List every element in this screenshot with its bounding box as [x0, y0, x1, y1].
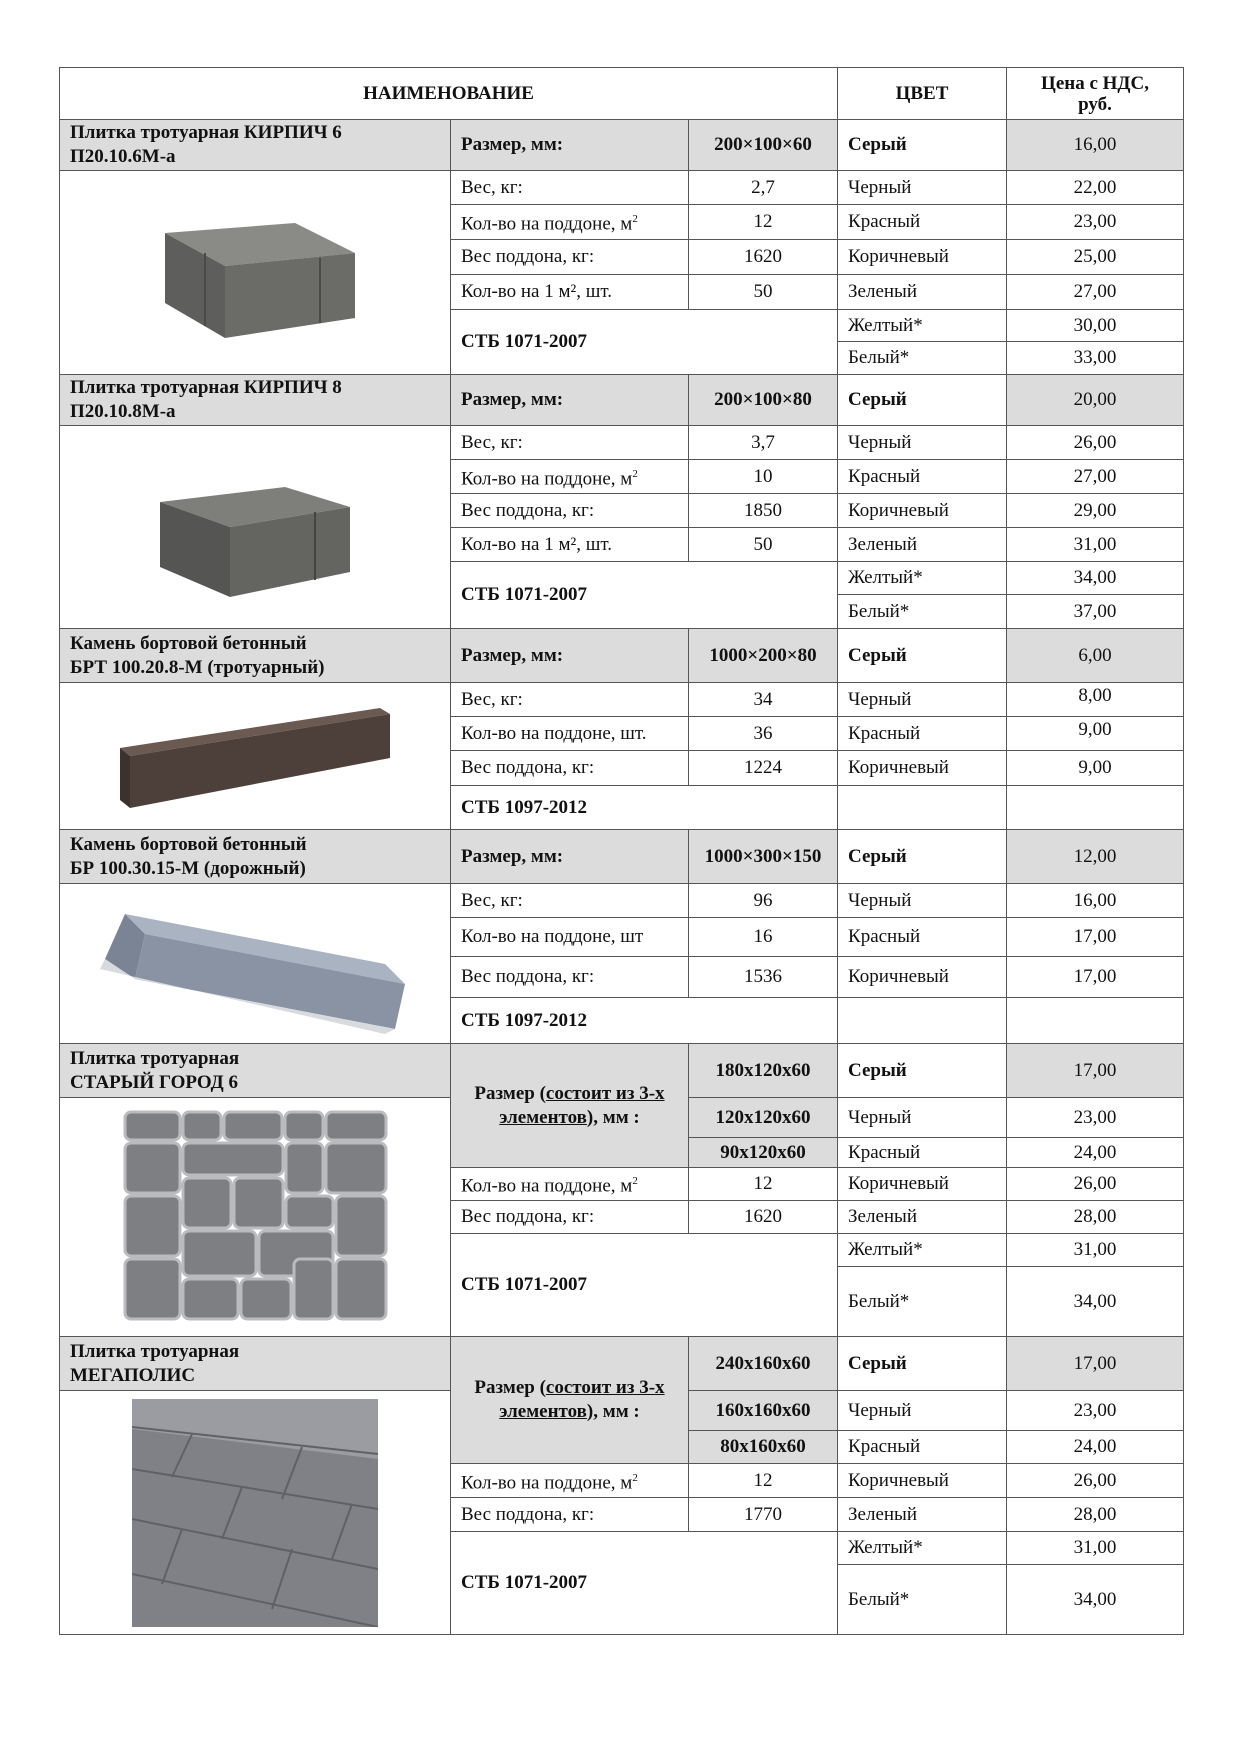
price: 37,00: [1007, 595, 1184, 629]
spec-label: Кол-во на поддоне, $м^2$: [451, 205, 689, 240]
color: Красный: [838, 1431, 1007, 1464]
product-3-title: Камень бортовой бетонный БРТ 100.20.8-М (тротуарный): [60, 629, 451, 683]
color: Коричневый: [838, 1464, 1007, 1498]
price: 8,00: [1007, 683, 1184, 717]
color: Зеленый: [838, 1201, 1007, 1234]
price: 34,00: [1007, 1565, 1184, 1635]
price: 34,00: [1007, 1267, 1184, 1337]
megapolis-paving-image: [60, 1391, 451, 1635]
spec-label: Вес, кг:: [451, 884, 689, 918]
standard-label: СТБ 1071-2007: [451, 310, 838, 375]
spec-value: 3,7: [689, 426, 838, 460]
spec-value: 36: [689, 717, 838, 751]
price: 20,00: [1007, 375, 1184, 426]
header-row: [60, 68, 1184, 120]
standard-label: СТБ 1071-2007: [451, 1532, 838, 1635]
spec-label: Вес поддона, кг:: [451, 1498, 689, 1532]
old-town-paving-icon: [120, 1107, 390, 1327]
price: 23,00: [1007, 1098, 1184, 1138]
product-5-title: Плитка тротуарная СТАРЫЙ ГОРОД 6: [60, 1044, 451, 1098]
price: 6,00: [1007, 629, 1184, 683]
road-curb-image: [60, 884, 451, 1044]
spec-label: Вес поддона, кг:: [451, 1201, 689, 1234]
paving-brick-icon: [145, 452, 365, 602]
size-value: 1000×300×150: [689, 830, 838, 884]
spec-value: 50: [689, 528, 838, 562]
standard-label: СТБ 1071-2007: [451, 1234, 838, 1337]
spec-value: 1620: [689, 240, 838, 275]
spec-value: 1850: [689, 494, 838, 528]
spec-value: 10: [689, 460, 838, 494]
color: Белый*: [838, 1267, 1007, 1337]
price: 17,00: [1007, 1337, 1184, 1391]
size-value: 180х120х60: [689, 1044, 838, 1098]
spec-value: 12: [689, 1168, 838, 1201]
spec-label: Кол-во на поддоне, $м^2$: [451, 1464, 689, 1498]
spec-label: Кол-во на 1 м², шт.: [451, 275, 689, 310]
empty-cell: [1007, 786, 1184, 830]
price: 27,00: [1007, 460, 1184, 494]
price: 26,00: [1007, 426, 1184, 460]
spec-row: [60, 683, 1184, 717]
price: 9,00: [1007, 717, 1184, 751]
header-name: НАИМЕНОВАНИЕ: [60, 68, 838, 120]
color: Серый: [838, 120, 1007, 171]
old-town-paving-image: [60, 1098, 451, 1337]
price: 31,00: [1007, 1234, 1184, 1267]
paving-brick-image: [60, 426, 451, 629]
composite-size-label: Размер (состоит из 3-х элементов), мм :: [451, 1337, 689, 1464]
empty-cell: [1007, 998, 1184, 1044]
product-6-size-row: [60, 1337, 1184, 1391]
color: Черный: [838, 426, 1007, 460]
spec-label: Вес поддона, кг:: [451, 240, 689, 275]
spec-label: Вес, кг:: [451, 171, 689, 205]
product-2-size-row: [60, 375, 1184, 426]
price: 26,00: [1007, 1464, 1184, 1498]
size-value: 200×100×60: [689, 120, 838, 171]
price: 25,00: [1007, 240, 1184, 275]
color: Зеленый: [838, 275, 1007, 310]
color: Черный: [838, 1391, 1007, 1431]
price: 17,00: [1007, 1044, 1184, 1098]
spec-value: 12: [689, 205, 838, 240]
color: Коричневый: [838, 494, 1007, 528]
size-value: 200×100×80: [689, 375, 838, 426]
product-6-title: Плитка тротуарная МЕГАПОЛИС: [60, 1337, 451, 1391]
spec-label: Кол-во на поддоне, шт.: [451, 717, 689, 751]
size-value: 160х160х60: [689, 1391, 838, 1431]
price: 31,00: [1007, 1532, 1184, 1565]
price: 28,00: [1007, 1498, 1184, 1532]
color: Серый: [838, 1044, 1007, 1098]
color: Желтый*: [838, 562, 1007, 595]
color: Красный: [838, 717, 1007, 751]
spec-label: Вес, кг:: [451, 683, 689, 717]
standard-label: СТБ 1097-2012: [451, 998, 838, 1044]
color: Черный: [838, 884, 1007, 918]
color: Красный: [838, 460, 1007, 494]
spec-label: Вес поддона, кг:: [451, 751, 689, 786]
composite-size-label: Размер (состоит из 3-х элементов), мм :: [451, 1044, 689, 1168]
product-5-size-row: [60, 1044, 1184, 1098]
price: 28,00: [1007, 1201, 1184, 1234]
price: 17,00: [1007, 918, 1184, 957]
color: Черный: [838, 1098, 1007, 1138]
color: Коричневый: [838, 751, 1007, 786]
color: Серый: [838, 629, 1007, 683]
spec-row: [60, 171, 1184, 205]
size-value: 240х160х60: [689, 1337, 838, 1391]
price: 31,00: [1007, 528, 1184, 562]
price: 24,00: [1007, 1138, 1184, 1168]
price: 33,00: [1007, 342, 1184, 375]
color: Серый: [838, 1337, 1007, 1391]
header-price: Цена с НДС, руб.: [1007, 68, 1184, 120]
price: 29,00: [1007, 494, 1184, 528]
standard-label: СТБ 1097-2012: [451, 786, 838, 830]
spec-label: Вес поддона, кг:: [451, 957, 689, 998]
price: 22,00: [1007, 171, 1184, 205]
price: 23,00: [1007, 1391, 1184, 1431]
spec-label: Вес, кг:: [451, 426, 689, 460]
product-1-size-row: [60, 120, 1184, 171]
color: Красный: [838, 1138, 1007, 1168]
color: Серый: [838, 830, 1007, 884]
color: Красный: [838, 205, 1007, 240]
road-curb-icon: [85, 889, 425, 1039]
spec-value: 2,7: [689, 171, 838, 205]
price: 12,00: [1007, 830, 1184, 884]
price: 30,00: [1007, 310, 1184, 342]
price: 17,00: [1007, 957, 1184, 998]
megapolis-paving-icon: [132, 1399, 378, 1627]
spec-label: Кол-во на поддоне, шт: [451, 918, 689, 957]
size-label: Размер, мм:: [451, 120, 689, 171]
price: 23,00: [1007, 205, 1184, 240]
color: Черный: [838, 683, 1007, 717]
spec-value: 16: [689, 918, 838, 957]
color: Коричневый: [838, 1168, 1007, 1201]
price: 27,00: [1007, 275, 1184, 310]
color: Коричневый: [838, 957, 1007, 998]
spec-value: 96: [689, 884, 838, 918]
price: 26,00: [1007, 1168, 1184, 1201]
color: Зеленый: [838, 528, 1007, 562]
size-value: 80х160х60: [689, 1431, 838, 1464]
product-3-size-row: [60, 629, 1184, 683]
size-value: 90х120х60: [689, 1138, 838, 1168]
spec-row: [60, 884, 1184, 918]
price: 24,00: [1007, 1431, 1184, 1464]
spec-value: 1770: [689, 1498, 838, 1532]
price-table: [59, 67, 1184, 1635]
color: Желтый*: [838, 310, 1007, 342]
spec-value: 12: [689, 1464, 838, 1498]
color: Белый*: [838, 342, 1007, 375]
color: Желтый*: [838, 1532, 1007, 1565]
price: 16,00: [1007, 120, 1184, 171]
product-1-title: Плитка тротуарная КИРПИЧ 6 П20.10.6М-а: [60, 120, 451, 171]
paving-brick-image: [60, 171, 451, 375]
header-color: ЦВЕТ: [838, 68, 1007, 120]
spec-label: Кол-во на 1 м², шт.: [451, 528, 689, 562]
size-label: Размер, мм:: [451, 629, 689, 683]
standard-label: СТБ 1071-2007: [451, 562, 838, 629]
spec-label: Кол-во на поддоне, $м^2$: [451, 460, 689, 494]
spec-label: Вес поддона, кг:: [451, 494, 689, 528]
product-4-size-row: [60, 830, 1184, 884]
color: Черный: [838, 171, 1007, 205]
product-2-title: Плитка тротуарная КИРПИЧ 8 П20.10.8М-а: [60, 375, 451, 426]
curb-stone-image: [60, 683, 451, 830]
spec-value: 50: [689, 275, 838, 310]
empty-cell: [838, 998, 1007, 1044]
empty-cell: [838, 786, 1007, 830]
paving-brick-icon: [145, 198, 365, 348]
spec-value: 1224: [689, 751, 838, 786]
size-label: Размер, мм:: [451, 830, 689, 884]
price: 9,00: [1007, 751, 1184, 786]
color: Красный: [838, 918, 1007, 957]
size-value: 1000×200×80: [689, 629, 838, 683]
color: Коричневый: [838, 240, 1007, 275]
spec-row: [60, 426, 1184, 460]
color: Белый*: [838, 595, 1007, 629]
spec-value: 1620: [689, 1201, 838, 1234]
color: Белый*: [838, 1565, 1007, 1635]
color: Желтый*: [838, 1234, 1007, 1267]
spec-value: 1536: [689, 957, 838, 998]
size-value: 120х120х60: [689, 1098, 838, 1138]
spec-value: 34: [689, 683, 838, 717]
color: Зеленый: [838, 1498, 1007, 1532]
curb-stone-icon: [110, 696, 400, 816]
size-label: Размер, мм:: [451, 375, 689, 426]
product-4-title: Камень бортовой бетонный БР 100.30.15-М (дорожный): [60, 830, 451, 884]
price: 16,00: [1007, 884, 1184, 918]
color: Серый: [838, 375, 1007, 426]
price: 34,00: [1007, 562, 1184, 595]
spec-label: Кол-во на поддоне, $м^2$: [451, 1168, 689, 1201]
